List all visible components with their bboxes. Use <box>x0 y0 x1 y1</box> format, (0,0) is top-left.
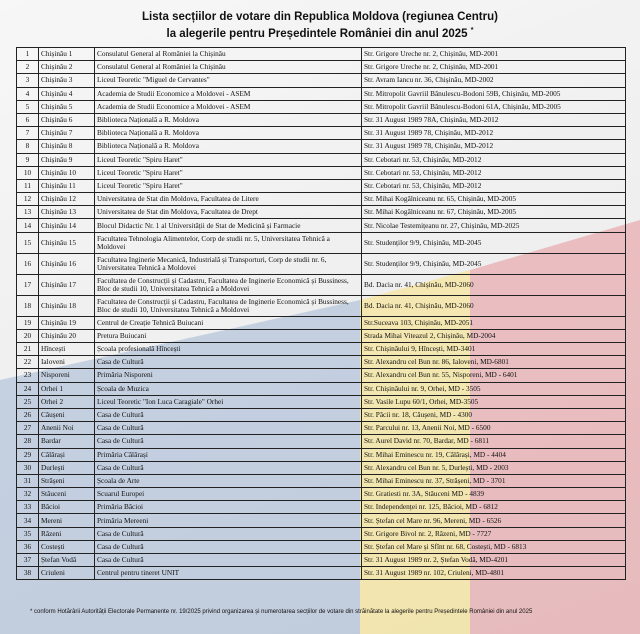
table-row <box>17 382 626 395</box>
table-row <box>17 253 626 274</box>
row-number-cell: 38 <box>17 567 39 580</box>
institution-cell: Primăria Nisporeni <box>95 369 362 382</box>
table-row <box>17 87 626 100</box>
institution-cell: Biblioteca Națională a R. Moldova <box>95 127 362 140</box>
section-name-cell: Chișinău 8 <box>39 140 95 153</box>
institution-cell: Liceul Teoretic "Spiru Haret" <box>95 179 362 192</box>
institution-cell: Școala profesională Hîncești <box>95 343 362 356</box>
institution-cell: Pretura Buiucani <box>95 329 362 342</box>
institution-cell: Facultatea de Construcții și Cadastru, Facultatea de Inginerie Economică și Bussiness, Bloc de studii 10, Universitatea Tehnică a Moldovei <box>95 274 362 295</box>
address-cell: Strada Mihai Viteazul 2, Chișinău, MD-2004 <box>362 329 626 342</box>
section-name-cell: Ialoveni <box>39 356 95 369</box>
address-cell: Str. Cebotari nr. 53, Chișinău, MD-2012 <box>362 166 626 179</box>
institution-cell: Scuarul Europei <box>95 488 362 501</box>
table-row <box>17 448 626 461</box>
address-cell: Str. Studenților 9/9, Chișinău, MD-2045 <box>362 232 626 253</box>
row-number-cell: 11 <box>17 179 39 192</box>
table-row <box>17 488 626 501</box>
address-cell: Str. Avram Iancu nr. 36, Chișinău, MD-2002 <box>362 74 626 87</box>
institution-cell: Liceul Teoretic "Miguel de Cervantes" <box>95 74 362 87</box>
section-name-cell: Chișinău 20 <box>39 329 95 342</box>
address-cell: Str. Gratiesti nr. 3A, Stăuceni MD - 4839 <box>362 488 626 501</box>
section-name-cell: Orhei 2 <box>39 395 95 408</box>
table-row <box>17 48 626 61</box>
section-name-cell: Nisporeni <box>39 369 95 382</box>
row-number-cell: 37 <box>17 554 39 567</box>
table-row <box>17 74 626 87</box>
institution-cell: Școala de Arte <box>95 474 362 487</box>
institution-cell: Casa de Cultură <box>95 408 362 421</box>
row-number-cell: 16 <box>17 253 39 274</box>
address-cell: Str. 31 August 1989 nr. 102, Criuleni, MD-4801 <box>362 567 626 580</box>
section-name-cell: Chișinău 16 <box>39 253 95 274</box>
institution-cell: Primăria Călărași <box>95 448 362 461</box>
institution-cell: Centrul pentru tineret UNIT <box>95 567 362 580</box>
address-cell: Str. Chișinăului nr. 9, Orhei, MD - 3505 <box>362 382 626 395</box>
table-row <box>17 329 626 342</box>
section-name-cell: Bardar <box>39 435 95 448</box>
address-cell: Str. Nicolae Testemițeanu nr. 27, Chișinău, MD-2025 <box>362 219 626 232</box>
table-row <box>17 179 626 192</box>
row-number-cell: 18 <box>17 295 39 316</box>
table-row <box>17 527 626 540</box>
institution-cell: Primăria Mereeni <box>95 514 362 527</box>
table-row <box>17 343 626 356</box>
section-name-cell: Costești <box>39 540 95 553</box>
row-number-cell: 27 <box>17 422 39 435</box>
row-number-cell: 26 <box>17 408 39 421</box>
title-line-1: Lista secțiilor de votare din Republica Moldova (regiunea Centru) <box>142 11 498 23</box>
institution-cell: Casa de Cultură <box>95 554 362 567</box>
address-cell: Str. Grigore Ureche nr. 2, Chișinău, MD-2001 <box>362 48 626 61</box>
institution-cell: Liceul Teoretic "Spiru Haret" <box>95 166 362 179</box>
address-cell: Str. 31 August 1989 78A, Chișinău, MD-2012 <box>362 113 626 126</box>
institution-cell: Facultatea Inginerie Mecanică, Industrială și Transporturi, Corp de studii nr. 6, Universitatea Tehnică a Moldovei <box>95 253 362 274</box>
section-name-cell: Chișinău 10 <box>39 166 95 179</box>
row-number-cell: 19 <box>17 316 39 329</box>
table-row <box>17 113 626 126</box>
institution-cell: Școala de Muzica <box>95 382 362 395</box>
section-name-cell: Chișinău 5 <box>39 100 95 113</box>
row-number-cell: 4 <box>17 87 39 100</box>
institution-cell: Academia de Studii Economice a Moldovei - ASEM <box>95 87 362 100</box>
section-name-cell: Căușeni <box>39 408 95 421</box>
institution-cell: Universitatea de Stat din Moldova, Facultatea de Drept <box>95 206 362 219</box>
address-cell: Str. Mitropolit Gavriil Bănulescu-Bodoni 61A, Chișinău, MD-2005 <box>362 100 626 113</box>
section-name-cell: Chișinău 13 <box>39 206 95 219</box>
table-row <box>17 408 626 421</box>
address-cell: Str. Cebotari nr. 53, Chișinău, MD-2012 <box>362 153 626 166</box>
institution-cell: Casa de Cultură <box>95 527 362 540</box>
row-number-cell: 25 <box>17 395 39 408</box>
address-cell: Str. Parcului nr. 13, Anenii Noi, MD - 6500 <box>362 422 626 435</box>
table-row <box>17 316 626 329</box>
address-cell: Str. Vasile Lupu 60/1, Orhei, MD-3505 <box>362 395 626 408</box>
section-name-cell: Chișinău 17 <box>39 274 95 295</box>
institution-cell: Consulatul General al României la Chișinău <box>95 48 362 61</box>
section-name-cell: Răzeni <box>39 527 95 540</box>
section-name-cell: Călărași <box>39 448 95 461</box>
address-cell: Str. Mihai Kogălniceanu nr. 65, Chișinău, MD-2005 <box>362 193 626 206</box>
row-number-cell: 12 <box>17 193 39 206</box>
address-cell: Str. Mihai Kogălniceanu nr. 67, Chișinău, MD-2005 <box>362 206 626 219</box>
section-name-cell: Ștefan Vodă <box>39 554 95 567</box>
row-number-cell: 3 <box>17 74 39 87</box>
section-name-cell: Chișinău 6 <box>39 113 95 126</box>
table-row <box>17 232 626 253</box>
institution-cell: Blocul Didactic Nr. 1 al Universității de Stat de Medicină și Farmacie <box>95 219 362 232</box>
row-number-cell: 9 <box>17 153 39 166</box>
section-name-cell: Chișinău 18 <box>39 295 95 316</box>
address-cell: Str. Independenței nr. 125, Băcioi, MD - 6812 <box>362 501 626 514</box>
table-row <box>17 193 626 206</box>
section-name-cell: Anenii Noi <box>39 422 95 435</box>
row-number-cell: 34 <box>17 514 39 527</box>
section-name-cell: Chișinău 3 <box>39 74 95 87</box>
row-number-cell: 13 <box>17 206 39 219</box>
institution-cell: Casa de Cultură <box>95 461 362 474</box>
address-cell: Str. Studenților 9/9, Chișinău, MD-2045 <box>362 253 626 274</box>
section-name-cell: Chișinău 11 <box>39 179 95 192</box>
address-cell: Str. Ștefan cel Mare nr. 96, Mereni, MD - 6526 <box>362 514 626 527</box>
address-cell: Str. Păcii nr. 18, Căușeni, MD - 4300 <box>362 408 626 421</box>
section-name-cell: Mereni <box>39 514 95 527</box>
row-number-cell: 7 <box>17 127 39 140</box>
row-number-cell: 23 <box>17 369 39 382</box>
title-line-2-text: la alegerile pentru Președintele României din anul 2025 <box>166 27 468 40</box>
table-row <box>17 206 626 219</box>
address-cell: Str. 31 August 1989 78, Chișinău, MD-2012 <box>362 140 626 153</box>
section-name-cell: Chișinău 9 <box>39 153 95 166</box>
table-row <box>17 61 626 74</box>
section-name-cell: Strășeni <box>39 474 95 487</box>
table-row <box>17 369 626 382</box>
section-name-cell: Stăuceni <box>39 488 95 501</box>
institution-cell: Academia de Studii Economice a Moldovei - ASEM <box>95 100 362 113</box>
row-number-cell: 29 <box>17 448 39 461</box>
row-number-cell: 36 <box>17 540 39 553</box>
section-name-cell: Chișinău 7 <box>39 127 95 140</box>
table-row <box>17 422 626 435</box>
address-cell: Str. Grigore Bivol nr. 2, Răzeni, MD - 7727 <box>362 527 626 540</box>
address-cell: Str. Alexandru cel Bun nr. 86, Ialoveni, MD-6801 <box>362 356 626 369</box>
institution-cell: Centrul de Creație Tehnică Buiucani <box>95 316 362 329</box>
table-row <box>17 356 626 369</box>
section-name-cell: Chișinău 12 <box>39 193 95 206</box>
row-number-cell: 31 <box>17 474 39 487</box>
section-name-cell: Chișinău 2 <box>39 61 95 74</box>
institution-cell: Liceul Teoretic "Spiru Haret" <box>95 153 362 166</box>
title-line-2 <box>0 24 640 41</box>
section-name-cell: Criuleni <box>39 567 95 580</box>
address-cell: Str. Ștefan cel Mare și Sfînt nr. 68, Costești, MD - 6813 <box>362 540 626 553</box>
table-row <box>17 514 626 527</box>
address-cell: Str. Mihai Eminescu nr. 19, Călărași, MD - 4404 <box>362 448 626 461</box>
table-row <box>17 461 626 474</box>
table-body <box>17 48 626 580</box>
table-row <box>17 435 626 448</box>
section-name-cell: Chișinău 19 <box>39 316 95 329</box>
address-cell: Bd. Dacia nr. 41, Chișinău, MD-2060 <box>362 274 626 295</box>
institution-cell: Casa de Cultură <box>95 422 362 435</box>
institution-cell: Biblioteca Națională a R. Moldova <box>95 113 362 126</box>
table-row <box>17 127 626 140</box>
address-cell: Str. Aurel David nr. 70, Bardar, MD - 6811 <box>362 435 626 448</box>
institution-cell: Facultatea Tehnologia Alimentelor, Corp de studii nr. 5, Universitatea Tehnică a Moldovei <box>95 232 362 253</box>
table-row <box>17 554 626 567</box>
row-number-cell: 24 <box>17 382 39 395</box>
institution-cell: Universitatea de Stat din Moldova, Facultatea de Litere <box>95 193 362 206</box>
row-number-cell: 30 <box>17 461 39 474</box>
row-number-cell: 21 <box>17 343 39 356</box>
row-number-cell: 5 <box>17 100 39 113</box>
section-name-cell: Durlești <box>39 461 95 474</box>
table-row <box>17 274 626 295</box>
institution-cell: Casa de Cultură <box>95 540 362 553</box>
address-cell: Bd. Dacia nr. 41, Chișinău, MD-2060 <box>362 295 626 316</box>
section-name-cell: Hîncești <box>39 343 95 356</box>
row-number-cell: 2 <box>17 61 39 74</box>
title-footnote-mark: * <box>470 27 474 34</box>
table-row <box>17 100 626 113</box>
table-row <box>17 395 626 408</box>
table-row <box>17 501 626 514</box>
table-row <box>17 166 626 179</box>
row-number-cell: 28 <box>17 435 39 448</box>
table-row <box>17 540 626 553</box>
row-number-cell: 15 <box>17 232 39 253</box>
institution-cell: Casa de Cultură <box>95 435 362 448</box>
row-number-cell: 20 <box>17 329 39 342</box>
row-number-cell: 8 <box>17 140 39 153</box>
section-name-cell: Orhei 1 <box>39 382 95 395</box>
polling-stations-table <box>16 47 626 580</box>
row-number-cell: 14 <box>17 219 39 232</box>
row-number-cell: 33 <box>17 501 39 514</box>
institution-cell: Liceul Teoretic "Ion Luca Caragiale" Orhei <box>95 395 362 408</box>
address-cell: Str. Mitropolit Gavriil Bănulescu-Bodoni 59B, Chișinău, MD-2005 <box>362 87 626 100</box>
address-cell: Str. Cebotari nr. 53, Chișinău, MD-2012 <box>362 179 626 192</box>
address-cell: Str. Mihai Eminescu nr. 37, Strășeni, MD - 3701 <box>362 474 626 487</box>
page-title <box>0 0 640 46</box>
institution-cell: Biblioteca Națională a R. Moldova <box>95 140 362 153</box>
section-name-cell: Chișinău 4 <box>39 87 95 100</box>
address-cell: Str. Alexandru cel Bun nr. 5, Durlești, MD - 2003 <box>362 461 626 474</box>
address-cell: Str. 31 August 1989 78, Chișinău, MD-2012 <box>362 127 626 140</box>
footnote: * conform Hotărârii Autorității Electorale Permanente nr. 19/2025 privind organizarea și numerotarea secțiilor de votare din străinătate la alegerile pentru Președintele României din anul 2025 <box>30 609 533 615</box>
institution-cell: Consulatul General al României la Chișinău <box>95 61 362 74</box>
table-row <box>17 219 626 232</box>
section-name-cell: Chișinău 14 <box>39 219 95 232</box>
section-name-cell: Băcioi <box>39 501 95 514</box>
address-cell: Str. Chișinăului 9, Hîncești, MD-3401 <box>362 343 626 356</box>
table-row <box>17 567 626 580</box>
row-number-cell: 17 <box>17 274 39 295</box>
row-number-cell: 35 <box>17 527 39 540</box>
table-row <box>17 140 626 153</box>
section-name-cell: Chișinău 1 <box>39 48 95 61</box>
address-cell: Str. Alexandru cel Bun nr. 55, Nisporeni, MD - 6401 <box>362 369 626 382</box>
institution-cell: Facultatea de Construcții și Cadastru, Facultatea de Inginerie Economică și Bussiness, Bloc de studii 10, Universitatea Tehnică a Moldovei <box>95 295 362 316</box>
table-row <box>17 474 626 487</box>
table-row <box>17 295 626 316</box>
row-number-cell: 6 <box>17 113 39 126</box>
table-row <box>17 153 626 166</box>
address-cell: Str. Grigore Ureche nr. 2, Chișinău, MD-2001 <box>362 61 626 74</box>
section-name-cell: Chișinău 15 <box>39 232 95 253</box>
address-cell: Str. 31 August 1989 nr. 2, Ștefan Vodă, MD-4201 <box>362 554 626 567</box>
row-number-cell: 22 <box>17 356 39 369</box>
address-cell: Str.Suceava 103, Chișinău, MD-2051 <box>362 316 626 329</box>
row-number-cell: 32 <box>17 488 39 501</box>
row-number-cell: 10 <box>17 166 39 179</box>
institution-cell: Casa de Cultură <box>95 356 362 369</box>
institution-cell: Primăria Băcioi <box>95 501 362 514</box>
row-number-cell: 1 <box>17 48 39 61</box>
